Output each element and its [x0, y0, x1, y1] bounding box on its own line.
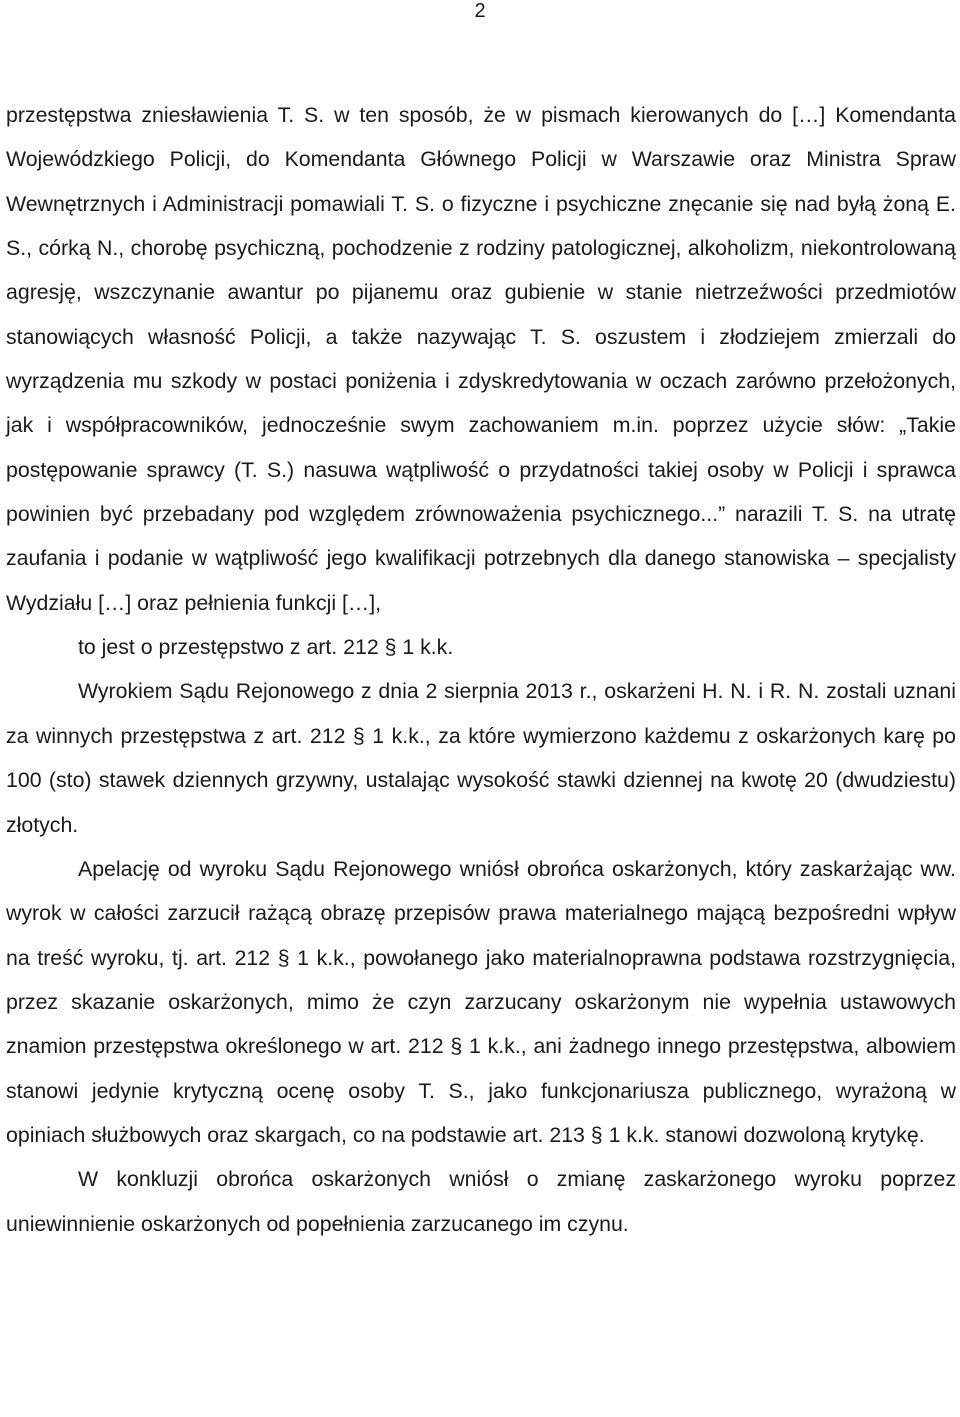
paragraph-judgment: Wyrokiem Sądu Rejonowego z dnia 2 sierpnia 2013 r., oskarżeni H. N. i R. N. zostali uznani za winnych przestępstwa z art. 212 § 1 k.k., za które wymierzono każdemu z oskarżonych karę po 100 (sto) stawek dziennych grzywny, ustalając wysokość stawki dziennej na kwotę 20 (dwudziestu) złotych. — [6, 679, 956, 837]
paragraph-appeal: Apelację od wyroku Sądu Rejonowego wniósł obrońca oskarżonych, który zaskarżając ww. wyrok w całości zarzucił rażącą obrazę przepisów prawa materialnego mającą bezpośredni wpływ na treść wyroku, tj. art. 212 § 1 k.k., powołanego jako materialnoprawna podstawa rozstrzygnięcia, przez skazanie oskarżonych, mimo że czyn zarzucany oskarżonym nie wypełnia ustawowych znamion przestępstwa określonego w art. 212 § 1 k.k., ani żadnego innego przestępstwa, albowiem stanowi jedynie krytyczną ocenę osoby T. S., jako funkcjonariusza publicznego, wyrażoną w opiniach służbowych oraz skargach, co na podstawie art. 213 § 1 k.k. stanowi dozwoloną krytykę. — [6, 856, 956, 1147]
paragraph-conclusion: W konkluzji obrońca oskarżonych wniósł o zmianę zaskarżonego wyroku poprzez uniewinnienie oskarżonych od popełnienia zarzucanego im czynu. — [6, 1167, 956, 1236]
page-number: 2 — [474, 0, 486, 22]
paragraph-charge-description: przestępstwa zniesławienia T. S. w ten sposób, że w pismach kierowanych do […] Komendanta Wojewódzkiego Policji, do Komendanta Głównego Policji w Warszawie oraz Ministra Spraw Wewnętrznych i Administracji pomawiali T. S. o fizyczne i psychiczne znęcanie się nad byłą żoną E. S., córką N., chorobę psychiczną, pochodzenie z rodziny patologicznej, alkoholizm, niekontrolowaną agresję, wszczynanie awantur po pijanemu oraz gubienie w stanie nietrzeźwości przedmiotów stanowiących własność Policji, a także nazywając T. S. oszustem i złodziejem zmierzali do wyrządzenia mu szkody w postaci poniżenia i zdyskredytowania w oczach zarówno przełożonych, jak i współpracowników, jednocześnie swym zachowaniem m.in. poprzez użycie słów: „Takie postępowanie sprawcy (T. S.) nasuwa wątpliwość o przydatności takiej osoby w Policji i sprawca powinien być przebadany pod względem zrównoważenia psychicznego...” narazili T. S. na utratę zaufania i podanie w wątpliwość jego kwalifikacji potrzebnych dla danego stanowiska – specjalisty Wydziału […] oraz pełnienia funkcji […], — [6, 103, 956, 615]
paragraph-legal-qualification: to jest o przestępstwo z art. 212 § 1 k.k. — [78, 635, 454, 660]
document-body — [6, 93, 956, 1246]
